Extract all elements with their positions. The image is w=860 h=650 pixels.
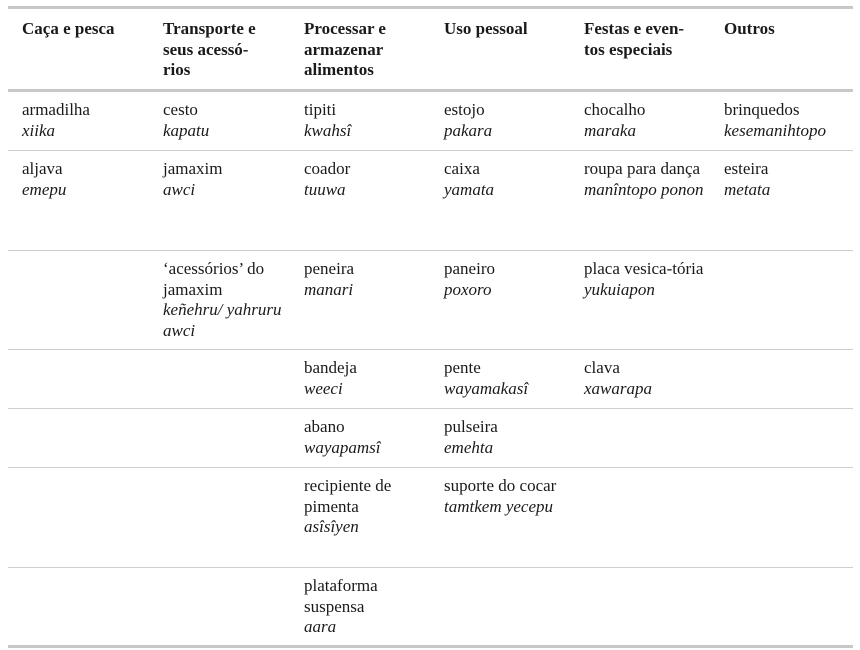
portuguese-term: clava <box>584 358 620 377</box>
portuguese-term: recipiente de pimenta <box>304 476 392 516</box>
indigenous-term: kwahsî <box>304 120 352 140</box>
portuguese-term: plataforma suspensa <box>304 576 378 616</box>
table-cell <box>290 468 430 567</box>
indigenous-term: xawarapa <box>584 378 652 398</box>
portuguese-term: ‘acessórios’ do jamaxim <box>163 259 265 299</box>
table-cell <box>8 468 149 567</box>
portuguese-term: roupa para dança <box>584 159 701 178</box>
table-cell <box>149 350 290 408</box>
portuguese-term: pente <box>444 358 481 377</box>
indigenous-term: kapatu <box>163 120 210 140</box>
table-cell <box>710 92 853 150</box>
portuguese-term: cesto <box>163 100 198 119</box>
table-row <box>8 409 853 467</box>
header-caca-e-pesca <box>8 9 149 89</box>
table-cell <box>570 251 710 349</box>
portuguese-term: esteira <box>724 159 769 178</box>
indigenous-term: wayapamsî <box>304 437 381 457</box>
table-cell <box>430 151 570 250</box>
indigenous-term: emehta <box>444 437 494 457</box>
bottom-rule <box>8 645 853 648</box>
portuguese-term: coador <box>304 159 351 178</box>
portuguese-term: aljava <box>22 159 63 178</box>
header-line: Uso pessoal <box>444 19 528 38</box>
header-uso-pessoal <box>430 9 570 89</box>
table-cell <box>290 92 430 150</box>
table-cell <box>149 151 290 250</box>
indigenous-term: kesemanihtopo <box>724 120 826 140</box>
table-cell <box>710 468 853 567</box>
portuguese-term: armadilha <box>22 100 90 119</box>
indigenous-term: emepu <box>22 179 67 199</box>
indigenous-term: yamata <box>444 179 495 199</box>
table-cell <box>570 350 710 408</box>
table-cell <box>430 92 570 150</box>
table-cell <box>430 350 570 408</box>
category-table <box>8 6 853 648</box>
table-cell <box>570 409 710 467</box>
header-line: armazenar <box>304 39 384 59</box>
table-cell <box>570 92 710 150</box>
header-processar <box>290 9 430 89</box>
indigenous-term: weeci <box>304 378 343 398</box>
header-line: alimentos <box>304 60 374 79</box>
table-row <box>8 568 853 645</box>
table-cell <box>710 350 853 408</box>
indigenous-term: wayamakasî <box>444 378 529 398</box>
table-cell <box>149 92 290 150</box>
indigenous-term: metata <box>724 179 771 199</box>
table-cell <box>430 409 570 467</box>
table-cell <box>290 409 430 467</box>
portuguese-term: abano <box>304 417 345 436</box>
table-cell <box>430 468 570 567</box>
header-outros <box>710 9 853 89</box>
table-cell <box>430 568 570 645</box>
header-festas <box>570 9 710 89</box>
header-line: Festas e even- <box>584 19 685 38</box>
portuguese-term: bandeja <box>304 358 357 377</box>
table-cell <box>290 568 430 645</box>
header-line: tos especiais <box>584 39 673 59</box>
indigenous-term: xiika <box>22 120 56 140</box>
table-cell <box>570 151 710 250</box>
header-line: seus acessó- <box>163 39 249 59</box>
indigenous-term: maraka <box>584 120 636 140</box>
indigenous-term: poxoro <box>444 279 492 299</box>
table-cell <box>290 251 430 349</box>
header-transporte <box>149 9 290 89</box>
table-cell <box>8 92 149 150</box>
header-line: Transporte e <box>163 19 256 38</box>
table-row <box>8 350 853 408</box>
indigenous-term: aara <box>304 617 337 636</box>
indigenous-term: yukuiapon <box>584 279 655 299</box>
table-cell <box>570 468 710 567</box>
table-cell <box>8 251 149 349</box>
indigenous-term: awci <box>163 179 196 199</box>
portuguese-term: chocalho <box>584 100 646 119</box>
header-line: Outros <box>724 19 775 38</box>
table-row <box>8 251 853 349</box>
portuguese-term: jamaxim <box>163 159 223 178</box>
table-cell <box>8 350 149 408</box>
portuguese-term: estojo <box>444 100 485 119</box>
table-cell <box>149 568 290 645</box>
table-cell <box>149 468 290 567</box>
table-cell <box>8 409 149 467</box>
indigenous-term: tamtkem yecepu <box>444 496 554 516</box>
portuguese-term: suporte do cocar <box>444 476 557 495</box>
header-line: Caça e pesca <box>22 19 115 38</box>
portuguese-term: pulseira <box>444 417 498 436</box>
header-row <box>8 9 853 89</box>
indigenous-term: tuuwa <box>304 179 346 199</box>
table-cell <box>8 151 149 250</box>
portuguese-term: paneiro <box>444 259 495 278</box>
table-cell <box>430 251 570 349</box>
portuguese-term: placa vesica-tória <box>584 259 704 278</box>
table-cell <box>149 409 290 467</box>
table-row <box>8 468 853 567</box>
portuguese-term: peneira <box>304 259 355 278</box>
table-cell <box>290 350 430 408</box>
indigenous-term: manîntopo ponon <box>584 179 704 199</box>
table-cell <box>570 568 710 645</box>
header-line: Processar e <box>304 19 386 38</box>
table-cell <box>710 568 853 645</box>
table-cell <box>8 568 149 645</box>
indigenous-term: manari <box>304 279 354 299</box>
indigenous-term: asîsîyen <box>304 517 359 536</box>
table-cell <box>149 251 290 349</box>
table-row <box>8 151 853 250</box>
table-body <box>8 92 853 645</box>
table-row <box>8 92 853 150</box>
portuguese-term: brinquedos <box>724 100 800 119</box>
table-cell <box>710 151 853 250</box>
table-cell <box>710 409 853 467</box>
table-cell <box>290 151 430 250</box>
portuguese-term: tipiti <box>304 100 337 119</box>
portuguese-term: caixa <box>444 159 480 178</box>
indigenous-term: keñehru/ yahruru awci <box>163 300 282 340</box>
header-line: rios <box>163 60 191 79</box>
table-cell <box>710 251 853 349</box>
indigenous-term: pakara <box>444 120 493 140</box>
